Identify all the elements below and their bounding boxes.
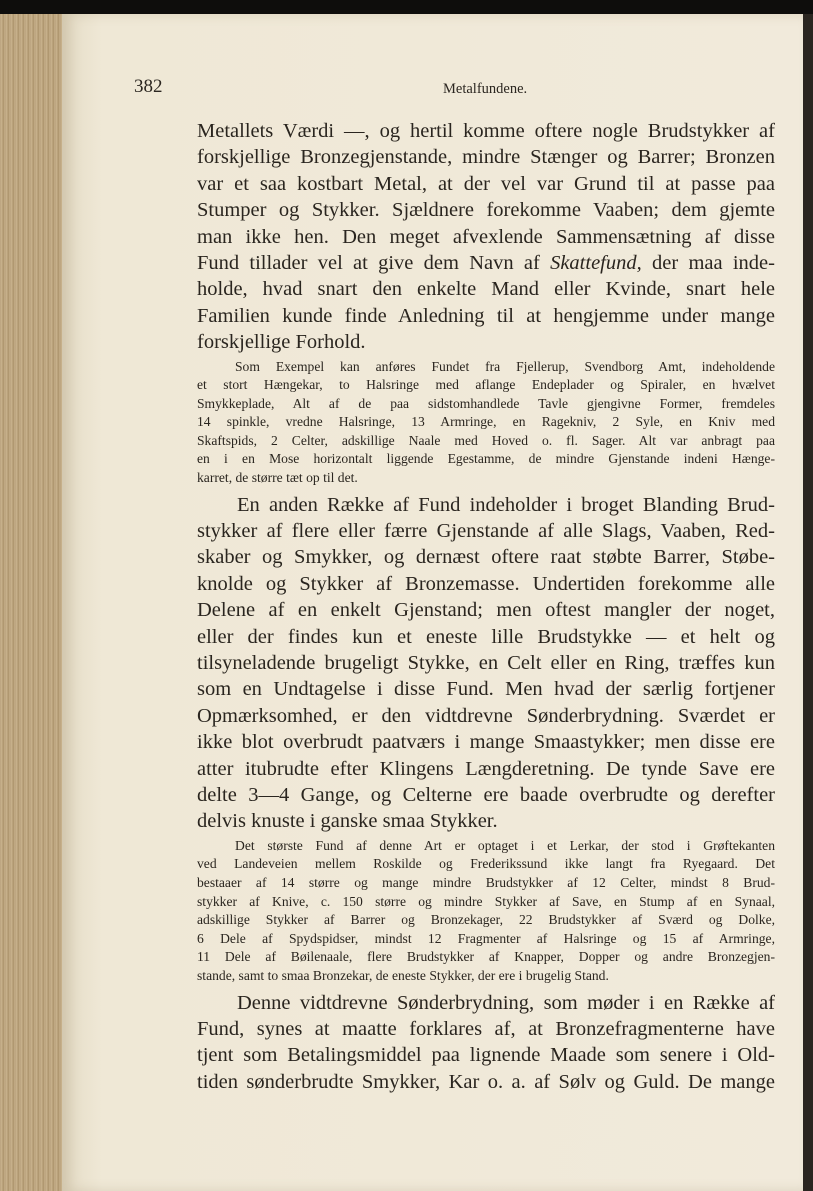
text-line: Fund, synes at maatte forklares af, at Bronzefragmenterne have [197, 1017, 775, 1040]
text-line: ikke blot overbrudt paatværs i mange Smaastykker; men disse ere [197, 731, 775, 754]
text-line: som en Undtagelse i disse Fund. Men hvad der særlig fortjener [197, 678, 775, 701]
note-line: stykker af Knive, c. 150 større og mindre Stykker af Save, en Stump af en Synaal, [197, 893, 775, 909]
text-line: eller der findes kun et eneste lille Brudstykke — et helt og [197, 625, 775, 648]
text-line: skaber og Smykker, og dernæst oftere raat støbte Barrer, Støbe- [197, 546, 775, 569]
text-line: Delene af en enkelt Gjenstand; men oftest mangler der noget, [197, 599, 775, 622]
paragraph-3 [197, 990, 775, 1096]
text-line: Denne vidtdrevne Sønderbrydning, som møder i en Række af [237, 991, 775, 1014]
note-line: 6 Dele af Spydspidser, mindst 12 Fragmenter af Halsringe og 15 af Armringe, [197, 930, 775, 946]
text-line: delvis knuste i ganske smaa Stykker. [197, 810, 498, 833]
page-text [197, 118, 775, 1095]
scan-right-border [803, 14, 813, 1191]
paragraph-1 [197, 118, 775, 356]
italic-term: Skattefund, [550, 251, 642, 274]
note-line: en i en Mose horizontalt liggende Egestamme, de mindre Gjenstande indeni Hænge- [197, 451, 775, 467]
note-line: 14 spinkle, vredne Halsringe, 13 Armringe, en Ragekniv, 2 Syle, en Kniv med [197, 414, 775, 430]
text-line: var et saa kostbart Metal, at der vel var Grund til at passe paa [197, 172, 775, 195]
text-line: forskjellige Forhold. [197, 331, 366, 354]
text-line: Stumper og Stykker. Sjældnere forekomme Vaaben; dem gjemte [197, 199, 775, 222]
text-line: forskjellige Bronzegjenstande, mindre Stænger og Barrer; Bronzen [197, 146, 775, 169]
text-line: Opmærksomhed, er den vidtdrevne Sønderbrydning. Sværdet er [197, 704, 775, 727]
text-line: atter itubrudte efter Klingens Længderetning. De tynde Save ere [197, 757, 775, 780]
text-line: tiden sønderbrudte Smykker, Kar o. a. af Sølv og Guld. De mange [197, 1070, 775, 1093]
text-line: holde, hvad snart den enkelte Mand eller Kvinde, snart hele [197, 278, 775, 301]
text-line: Metallets Værdi —, og hertil komme oftere nogle Brudstykker af [197, 120, 775, 142]
note-line: Som Exempel kan anføres Fundet fra Fjellerup, Svendborg Amt, indeholdende [235, 358, 775, 374]
note-2 [197, 837, 775, 986]
scan-top-border [0, 0, 813, 14]
text-line: tilsyneladende brugeligt Stykke, en Celt eller en Ring, træffes kun [197, 652, 775, 675]
note-line: Smykkeplade, Alt af de paa sidstomhandlede Tavle gjengivne Former, fremdeles [197, 395, 775, 411]
note-line: karret, de større tæt op til det. [197, 470, 358, 486]
text-line: delte 3—4 Gange, og Celterne ere baade overbrudte og derefter [197, 783, 775, 806]
running-head: Metalfundene. [443, 81, 528, 97]
text-fragment: der maa inde- [641, 251, 775, 274]
text-line: knolde og Stykker af Bronzemasse. Undertiden forekomme alle [197, 572, 775, 595]
text-line: tjent som Betalingsmiddel paa lignende Maade som senere i Old- [197, 1044, 775, 1067]
note-line: Skaftspids, 2 Celter, adskillige Naale med Hoved o. fl. Sager. Alt var anbragt paa [197, 432, 775, 448]
note-line: et stort Hængekar, to Halsringe med aflange Endeplader og Spiraler, en hvælvet [197, 377, 775, 393]
note-1 [197, 358, 775, 488]
note-line: adskillige Stykker af Barrer og Bronzekager, 22 Brudstykker af Sværd og Dolke, [197, 912, 775, 928]
note-line: Det største Fund af denne Art er optaget i et Lerkar, der stod i Grøftekanten [235, 837, 775, 853]
note-line: ved Landeveien mellem Roskilde og Frederikssund ikke langt fra Ryegaard. Det [197, 856, 775, 872]
page-number: 382 [134, 76, 163, 97]
paragraph-2 [197, 492, 775, 835]
text-line: En anden Række af Fund indeholder i broget Blanding Brud- [237, 493, 775, 516]
text-line: stykker af flere eller færre Gjenstande af alle Slags, Vaaben, Red- [197, 520, 775, 543]
note-line: stande, samt to smaa Bronzekar, de eneste Stykker, der ere i brugelig Stand. [197, 967, 609, 983]
text-fragment: Fund tillader vel at give dem Navn af [197, 251, 551, 274]
text-line: Familien kunde finde Anledning til at hengjemme under mange [197, 304, 775, 327]
note-line: bestaaer af 14 større og mange mindre Brudstykker af 12 Celter, mindst 8 Brud- [197, 874, 775, 890]
note-line: 11 Dele af Bøilenaale, flere Brudstykker af Knapper, Dopper og andre Bronzegjen- [197, 949, 775, 965]
text-line [197, 250, 775, 276]
text-line: man ikke hen. Den meget afvexlende Sammensætning af disse [197, 225, 775, 248]
